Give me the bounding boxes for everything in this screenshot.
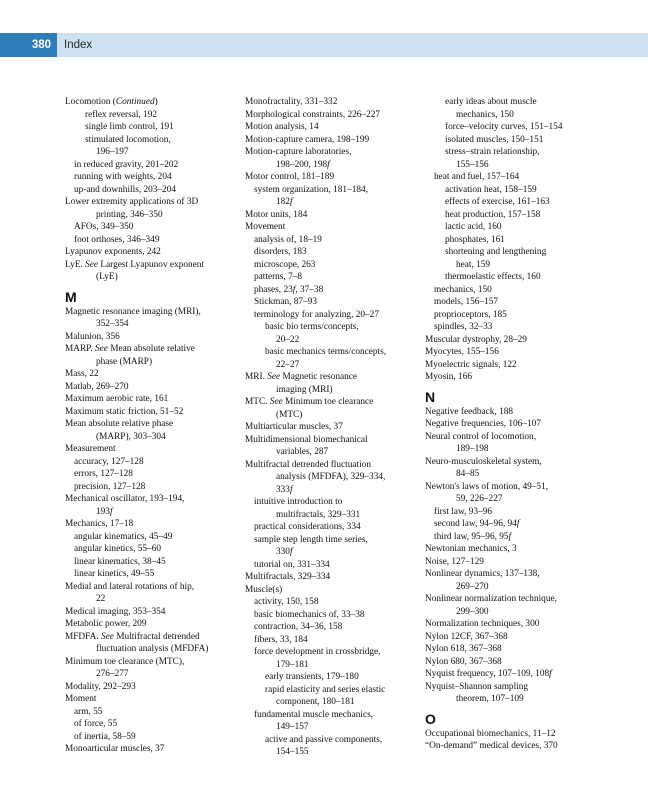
- index-subentry: analysis (MFDFA), 329–334,: [276, 472, 386, 482]
- section-letter-heading: O: [425, 710, 436, 727]
- index-subentry: (MARP), 303–304: [96, 431, 166, 442]
- index-entry: MTC. See Minimum toe clearance: [245, 397, 374, 407]
- index-entry: Newton's laws of motion, 49–51,: [425, 481, 549, 492]
- index-entry: MARP. See Mean absolute relative: [65, 344, 195, 354]
- index-subentry: fibers, 33, 184: [254, 634, 308, 645]
- index-entry: Negative frequencies, 106–107: [425, 419, 541, 429]
- index-subentry: second law, 94–96, 94f: [434, 519, 520, 529]
- index-entry: Monoarticular muscles, 37: [65, 744, 165, 754]
- page-number: 380: [0, 33, 57, 57]
- index-subentry: 154–155: [276, 747, 309, 757]
- index-subentry: (MTC): [276, 409, 303, 420]
- index-entry: Metabolic power, 209: [65, 619, 147, 629]
- index-subentry: variables, 287: [276, 447, 329, 457]
- index-subentry: disorders, 183: [254, 247, 307, 257]
- index-subentry: reflex reversal, 192: [85, 109, 158, 120]
- index-entry: Nonlinear normalization technique,: [425, 594, 557, 604]
- index-subentry: 333f: [276, 484, 293, 495]
- index-subentry: spindles, 32–33: [434, 322, 493, 332]
- index-entry: Neural control of locomotion,: [425, 431, 537, 442]
- index-entry: “On-demand” medical devices, 370: [425, 741, 558, 751]
- index-subentry: imaging (MRI): [276, 384, 333, 395]
- index-column-3: [425, 96, 605, 753]
- index-entry: Negative feedback, 188: [425, 406, 514, 417]
- index-entry: Malunion, 356: [65, 331, 120, 342]
- index-entry: Medical imaging, 353–354: [65, 606, 166, 617]
- index-entry: Maximum static friction, 51–52: [65, 406, 184, 417]
- index-subentry: third law, 95–96, 95f: [434, 531, 512, 542]
- index-subentry: 330f: [276, 547, 293, 557]
- index-subentry: 20–22: [276, 334, 300, 345]
- index-subentry: 84–85: [456, 469, 480, 479]
- index-subentry: active and passive components,: [265, 734, 383, 745]
- index-subentry: first law, 93–96: [434, 506, 493, 517]
- index-subentry: terminology for analyzing, 20–27: [254, 309, 379, 320]
- index-subentry: arm, 55: [74, 706, 103, 717]
- index-entry: Muscular dystrophy, 28–29: [425, 334, 527, 345]
- index-subentry: foot orthoses, 346–349: [74, 234, 160, 245]
- index-subentry: analysis of, 18–19: [254, 234, 322, 245]
- index-subentry: basic bio terms/concepts,: [265, 322, 359, 332]
- index-column-2: [245, 96, 425, 759]
- index-entry: Normalization techniques, 300: [425, 619, 540, 629]
- index-subentry: stimulated locomotion,: [85, 134, 171, 145]
- index-subentry: models, 156–157: [434, 297, 499, 307]
- index-subentry: 276–277: [96, 669, 129, 679]
- index-entry: Nylon 680, 367–368: [425, 656, 502, 667]
- index-entry: MFDFA. See Multifractal detrended: [65, 631, 200, 642]
- index-subentry: linear kinetics, 49–55: [74, 569, 155, 579]
- index-subentry: 182f: [276, 197, 293, 207]
- index-entry: Motion analysis, 14: [245, 122, 319, 132]
- index-entry: Neuro-musculoskeletal system,: [425, 456, 542, 467]
- index-entry: Moment: [65, 694, 97, 704]
- index-entry: Maximum aerobic rate, 161: [65, 394, 169, 404]
- index-subentry: 299–300: [456, 606, 489, 617]
- index-subentry: stress–strain relationship,: [445, 147, 540, 157]
- index-subentry: system organization, 181–184,: [254, 184, 368, 195]
- index-subentry: 193f: [96, 506, 113, 517]
- index-entry: Lower extremity applications of 3D: [65, 197, 199, 207]
- index-entry: Morphological constraints, 226–227: [245, 109, 381, 120]
- index-subentry: practical considerations, 334: [254, 522, 361, 532]
- index-subentry: phosphates, 161: [445, 234, 505, 245]
- index-entry: Newtonian mechanics, 3: [425, 544, 517, 554]
- index-entry: Multifractal detrended fluctuation: [245, 459, 371, 470]
- index-subentry: Stickman, 87–93: [254, 297, 318, 307]
- index-entry: Muscle(s): [245, 584, 283, 595]
- index-subentry: 352–354: [96, 319, 129, 329]
- index-subentry: force development in crossbridge,: [254, 647, 381, 657]
- index-entry: Matlab, 269–270: [65, 381, 129, 392]
- index-entry: Noise, 127–129: [425, 556, 484, 567]
- index-subentry: angular kinetics, 55–60: [74, 544, 162, 554]
- index-entry: Multiarticular muscles, 37: [245, 422, 343, 432]
- index-subentry: of inertia, 58–59: [74, 731, 136, 742]
- index-subentry: linear kinematics, 38–45: [74, 556, 166, 567]
- index-entry: Mechanical oscillator, 193–194,: [65, 494, 185, 504]
- index-subentry: heat production, 157–158: [445, 209, 541, 220]
- index-entry: Motion-capture camera, 198–199: [245, 134, 370, 145]
- page-header: [0, 33, 648, 57]
- index-entry: Magnetic resonance imaging (MRI),: [65, 306, 201, 317]
- index-entry: Occupational biomechanics, 11–12: [425, 728, 556, 739]
- index-subentry: isolated muscles, 150–151: [445, 134, 544, 145]
- index-entry: Measurement: [65, 444, 116, 454]
- index-entry: Nyquist frequency, 107–109, 108f: [425, 669, 552, 679]
- index-subentry: multifractals, 329–331: [276, 509, 361, 520]
- index-subentry: sample step length time series,: [254, 534, 368, 545]
- index-entry: Movement: [245, 222, 286, 232]
- index-subentry: 189–198: [456, 444, 489, 454]
- index-subentry: basic mechanics terms/concepts,: [265, 347, 387, 357]
- section-letter-heading: N: [425, 388, 436, 405]
- index-subentry: mechanics, 150: [434, 284, 492, 295]
- index-subentry: component, 180–181: [276, 697, 355, 707]
- index-entry: Mechanics, 17–18: [65, 519, 134, 529]
- index-subentry: contraction, 34–36, 158: [254, 622, 343, 632]
- index-subentry: in reduced gravity, 201–202: [74, 159, 179, 170]
- index-subentry: precision, 127–128: [74, 481, 146, 492]
- index-subentry: activation heat, 158–159: [445, 184, 537, 195]
- index-entry: Monofractality, 331–332: [245, 97, 338, 107]
- index-subentry: single limb control, 191: [85, 122, 174, 132]
- index-subentry: fundamental muscle mechanics,: [254, 709, 374, 720]
- index-subentry: patterns, 7–8: [254, 272, 303, 282]
- index-subentry: 149–157: [276, 722, 309, 732]
- index-entry: Mass, 22: [65, 369, 99, 379]
- index-subentry: force–velocity curves, 151–154: [445, 122, 563, 132]
- index-subentry: errors, 127–128: [74, 469, 133, 479]
- index-subentry: heat and fuel, 157–164: [434, 172, 520, 182]
- index-entry: Modality, 292–293: [65, 681, 136, 692]
- index-subentry: 179–181: [276, 659, 309, 670]
- index-entry: Myosin, 166: [425, 372, 473, 382]
- index-entry: Mean absolute relative phase: [65, 419, 174, 429]
- index-subentry: printing, 346–350: [96, 209, 163, 220]
- index-entry: Motor units, 184: [245, 209, 308, 220]
- index-entry: Lyapunov exponents, 242: [65, 247, 161, 257]
- index-entry: Nylon 618, 367–368: [425, 644, 502, 654]
- index-entry: MRI. See Magnetic resonance: [245, 372, 358, 382]
- index-subentry: effects of exercise, 161–163: [445, 197, 550, 207]
- index-entry: Motor control, 181–189: [245, 172, 335, 182]
- index-subentry: 59, 226–227: [456, 494, 503, 504]
- index-entry: Locomotion (Continued): [65, 97, 158, 107]
- running-title: Index: [64, 39, 93, 51]
- index-subentry: up-and downhills, 203–204: [74, 184, 177, 195]
- index-subentry: mechanics, 150: [456, 109, 514, 120]
- index-subentry: phases, 23f, 37–38: [254, 284, 324, 295]
- index-column-1: [65, 96, 245, 756]
- index-entry: Multifractals, 329–334: [245, 572, 331, 582]
- index-subentry: shortening and lengthening: [445, 247, 547, 257]
- index-subentry: early ideas about muscle: [445, 97, 537, 107]
- index-subentry: activity, 150, 158: [254, 597, 319, 607]
- index-subentry: rapid elasticity and series elastic: [265, 684, 386, 695]
- index-entry: LyE. See Largest Lyapunov exponent: [65, 259, 205, 270]
- index-subentry: (LyE): [96, 272, 118, 282]
- index-subentry: 196–197: [96, 147, 129, 157]
- index-entry: Myoelectric signals, 122: [425, 359, 517, 370]
- index-subentry: intuitive introduction to: [254, 497, 343, 507]
- index-entry: Medial and lateral rotations of hip,: [65, 581, 195, 592]
- index-entry: Motion-capture laboratories,: [245, 147, 352, 157]
- index-subentry: theorem, 107–109: [456, 694, 524, 704]
- index-subentry: tutorial on, 331–334: [254, 559, 330, 570]
- index-subentry: lactic acid, 160: [445, 222, 502, 232]
- index-subentry: 269–270: [456, 581, 489, 592]
- index-subentry: basic biomechanics of, 33–38: [254, 609, 365, 620]
- index-subentry: AFOs, 349–350: [74, 222, 134, 232]
- index-subentry: proprioceptors, 185: [434, 309, 507, 320]
- index-subentry: 155–156: [456, 159, 489, 170]
- index-subentry: phase (MARP): [96, 356, 153, 367]
- index-subentry: 198–200, 198f: [276, 159, 330, 170]
- index-subentry: 22–27: [276, 359, 300, 370]
- index-subentry: fluctuation analysis (MFDFA): [96, 644, 209, 654]
- index-entry: Nonlinear dynamics, 137–138,: [425, 569, 540, 579]
- index-entry: Minimum toe clearance (MTC),: [65, 656, 185, 667]
- index-entry: Nylon 12CF, 367–368: [425, 631, 508, 642]
- section-letter-heading: M: [65, 288, 77, 305]
- index-subentry: of force, 55: [74, 719, 118, 729]
- index-entry: Myocytes, 155–156: [425, 347, 499, 357]
- index-subentry: angular kinematics, 45–49: [74, 531, 173, 542]
- index-entry: Multidimensional biomechanical: [245, 434, 368, 445]
- index-subentry: thermoelastic effects, 160: [445, 272, 541, 282]
- index-subentry: heat, 159: [456, 259, 491, 270]
- index-subentry: accuracy, 127–128: [74, 456, 144, 467]
- index-subentry: early transients, 179–180: [265, 672, 359, 682]
- index-subentry: running with weights, 204: [74, 172, 172, 182]
- index-entry: Nyquist–Shannon sampling: [425, 681, 529, 692]
- index-subentry: 22: [96, 594, 106, 604]
- index-subentry: microscope, 263: [254, 259, 316, 270]
